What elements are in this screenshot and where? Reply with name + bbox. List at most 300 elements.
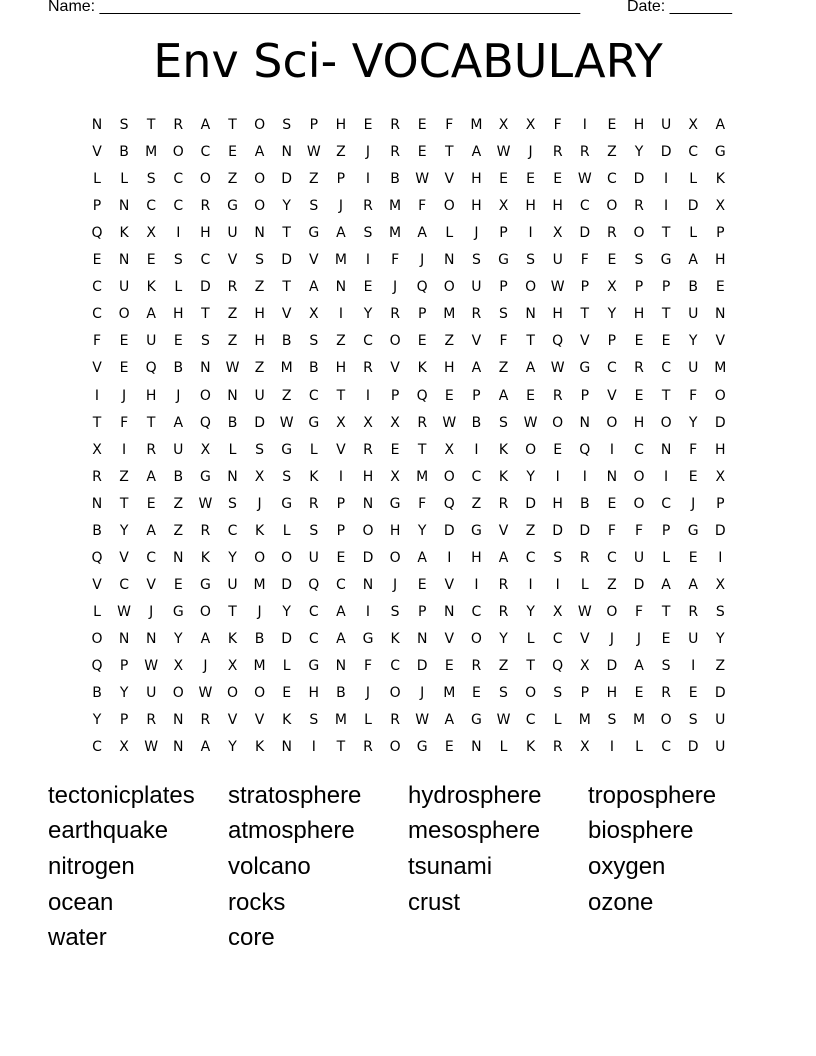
grid-letter: D (362, 549, 374, 566)
grid-letter: I (609, 441, 614, 458)
grid-letter: U (688, 360, 699, 377)
grid-letter: H (552, 306, 563, 323)
word-list-item: troposphere (588, 782, 717, 809)
grid-letter: L (445, 225, 454, 242)
grid-letter: D (281, 630, 293, 647)
grid-letter: Y (228, 549, 237, 566)
grid-letter: M (470, 117, 483, 133)
grid-letter: Y (119, 522, 129, 539)
grid-letter: J (528, 144, 533, 161)
grid-letter: E (688, 549, 698, 566)
grid-letter: E (661, 333, 671, 350)
grid-letter: M (578, 712, 591, 729)
grid-letter: D (714, 522, 726, 539)
grid-letter: V (498, 522, 509, 539)
grid-letter: Y (716, 630, 725, 647)
grid-letter: Z (471, 495, 482, 512)
grid-letter: L (662, 549, 670, 566)
grid-letter: N (173, 739, 184, 756)
grid-letter: K (255, 739, 265, 756)
grid-letter: R (579, 549, 590, 566)
grid-letter: V (715, 333, 726, 350)
grid-letter: M (334, 252, 347, 269)
grid-letter: P (634, 279, 644, 296)
grid-letter: E (119, 360, 129, 377)
grid-letter: A (254, 144, 265, 161)
grid-letter: B (471, 414, 482, 431)
grid-letter: T (146, 414, 156, 431)
grid-letter: H (633, 117, 645, 133)
grid-letter: E (471, 685, 481, 702)
grid-letter: I (582, 117, 587, 133)
grid-letter: R (417, 414, 428, 431)
grid-letter: P (580, 685, 590, 702)
grid-letter: V (92, 144, 102, 161)
grid-letter: C (146, 198, 157, 215)
grid-letter: M (443, 306, 456, 323)
grid-letter: V (92, 576, 102, 593)
grid-letter: S (499, 685, 508, 702)
grid-letter: K (146, 279, 156, 296)
grid-letter: R (146, 712, 157, 729)
grid-letter: L (689, 171, 698, 188)
word-list-item: hydrosphere (408, 782, 542, 809)
grid-letter: C (471, 468, 482, 485)
grid-letter: H (254, 306, 265, 323)
grid-letter: C (525, 712, 536, 729)
grid-letter: W (496, 144, 511, 161)
grid-letter: O (606, 198, 618, 215)
grid-letter: W (496, 712, 511, 729)
grid-letter: B (688, 279, 698, 296)
grid-letter: L (364, 712, 372, 729)
grid-letter: C (579, 198, 590, 215)
grid-letter: U (633, 549, 645, 566)
grid-letter: O (226, 685, 239, 702)
grid-letter: J (257, 603, 262, 620)
grid-letter: M (443, 685, 456, 702)
grid-letter: X (580, 739, 590, 756)
grid-letter: X (552, 603, 563, 620)
grid-letter: J (393, 576, 398, 593)
grid-letter: O (443, 468, 455, 485)
grid-letter: D (633, 576, 645, 593)
grid-letter: D (660, 144, 672, 161)
grid-letter: P (417, 306, 427, 323)
grid-letter: S (499, 306, 508, 323)
grid-letter: C (390, 658, 400, 674)
grid-letter: Z (607, 576, 617, 593)
grid-letter: O (281, 549, 293, 566)
grid-letter: X (173, 658, 184, 674)
grid-letter: V (580, 333, 590, 350)
word-list-item: water (48, 924, 107, 951)
grid-letter: Y (282, 603, 291, 620)
grid-letter: E (417, 144, 427, 161)
grid-letter: J (338, 198, 343, 215)
grid-letter: Q (91, 658, 103, 674)
grid-letter: D (281, 252, 293, 269)
grid-letter: C (119, 576, 129, 593)
grid-letter: A (417, 225, 427, 242)
grid-letter: G (416, 739, 428, 756)
grid-letter: H (715, 252, 726, 269)
grid-letter: A (498, 387, 509, 404)
grid-letter: O (525, 685, 537, 702)
grid-letter: E (119, 333, 129, 350)
grid-letter: G (660, 252, 672, 269)
grid-letter: L (228, 441, 237, 458)
grid-letter: A (146, 306, 156, 323)
grid-letter: X (715, 576, 726, 593)
grid-letter: K (200, 549, 210, 566)
word-list-item: nitrogen (48, 853, 135, 880)
grid-letter: L (499, 739, 508, 756)
grid-letter: T (661, 306, 671, 323)
grid-letter: E (688, 468, 698, 485)
grid-letter: S (119, 117, 129, 133)
grid-letter: R (498, 603, 509, 620)
grid-letter: F (689, 441, 698, 458)
grid-letter: K (119, 225, 129, 242)
grid-letter: Z (336, 333, 346, 350)
grid-letter: U (118, 279, 130, 296)
grid-letter: X (444, 441, 455, 458)
grid-letter: W (550, 360, 565, 377)
grid-letter: L (689, 225, 698, 242)
grid-letter: J (365, 144, 371, 161)
grid-letter: I (338, 306, 343, 323)
grid-letter: Y (526, 468, 535, 485)
grid-letter: C (308, 387, 319, 404)
grid-letter: D (579, 522, 591, 539)
grid-letter: V (227, 712, 238, 729)
grid-letter: T (119, 495, 129, 512)
grid-letter: I (94, 387, 100, 404)
grid-letter: S (499, 414, 508, 431)
grid-letter: G (227, 198, 238, 215)
grid-letter: I (365, 171, 371, 188)
grid-letter: Z (173, 495, 184, 512)
grid-letter: V (227, 252, 238, 269)
grid-letter: G (470, 712, 482, 729)
grid-letter: H (173, 306, 184, 323)
grid-letter: P (661, 522, 671, 539)
grid-letter: I (176, 225, 181, 242)
grid-letter: H (606, 685, 618, 702)
grid-letter: D (281, 576, 293, 593)
grid-letter: E (146, 495, 156, 512)
grid-letter: E (634, 387, 644, 404)
grid-letter: V (254, 712, 265, 729)
grid-letter: F (418, 495, 427, 512)
grid-letter: G (498, 252, 509, 269)
grid-letter: S (309, 522, 319, 539)
word-list-item: stratosphere (228, 782, 362, 809)
grid-letter: W (198, 685, 213, 702)
grid-letter: T (282, 279, 291, 296)
grid-letter: P (119, 658, 129, 674)
grid-letter: W (577, 171, 592, 188)
grid-letter: U (552, 252, 563, 269)
grid-letter: P (119, 712, 129, 729)
grid-letter: R (363, 360, 373, 377)
grid-letter: M (632, 712, 646, 729)
word-list-item: ocean (48, 889, 114, 916)
grid-letter: E (444, 658, 454, 674)
grid-letter: W (306, 144, 321, 161)
grid-letter: N (118, 198, 130, 215)
grid-letter: A (661, 576, 671, 593)
grid-letter: S (471, 252, 481, 269)
grid-letter: G (714, 144, 726, 161)
grid-letter: X (146, 225, 156, 242)
grid-letter: T (445, 144, 454, 161)
grid-letter: D (552, 522, 564, 539)
grid-letter: F (553, 117, 562, 133)
grid-letter: U (146, 333, 157, 350)
grid-letter: A (336, 630, 346, 647)
grid-letter: Z (281, 387, 292, 404)
grid-letter: P (472, 387, 481, 404)
date-field: Date: _______ (627, 0, 732, 15)
grid-letter: N (91, 495, 103, 512)
grid-letter: W (415, 171, 430, 188)
grid-letter: C (471, 603, 482, 620)
grid-letter: A (146, 468, 156, 485)
grid-letter: J (474, 225, 479, 242)
grid-letter: T (282, 225, 291, 242)
grid-letter: Q (308, 576, 320, 593)
grid-letter: R (173, 117, 184, 133)
grid-letter: Y (119, 685, 129, 702)
grid-letter: L (174, 279, 183, 296)
grid-letter: U (227, 225, 238, 242)
grid-letter: C (607, 171, 617, 188)
grid-letter: S (309, 198, 319, 215)
grid-letter: I (365, 252, 371, 269)
grid-letter: S (200, 333, 210, 350)
grid-letter: V (471, 333, 482, 350)
grid-letter: N (444, 603, 455, 620)
grid-letter: U (227, 576, 238, 593)
grid-letter: F (499, 333, 508, 350)
grid-letter: K (498, 441, 509, 458)
grid-letter: C (92, 739, 102, 756)
grid-letter: L (120, 171, 128, 188)
grid-letter: C (227, 522, 238, 539)
grid-letter: V (92, 360, 102, 377)
grid-letter: W (225, 360, 240, 377)
grid-letter: U (660, 117, 672, 133)
grid-letter: U (254, 387, 265, 404)
grid-letter: R (92, 468, 102, 485)
grid-letter: F (120, 414, 129, 431)
grid-letter: N (145, 630, 157, 647)
grid-letter: O (633, 495, 645, 512)
grid-letter: X (607, 279, 617, 296)
grid-letter: U (173, 441, 184, 458)
grid-letter: X (715, 468, 726, 485)
grid-letter: U (471, 279, 482, 296)
grid-letter: L (526, 630, 535, 647)
grid-letter: E (444, 387, 454, 404)
grid-letter: Z (525, 522, 536, 539)
grid-letter: W (415, 712, 430, 729)
grid-letter: Z (119, 468, 129, 485)
grid-letter: P (607, 333, 617, 350)
grid-letter: E (688, 685, 698, 702)
grid-letter: Q (579, 441, 591, 458)
grid-letter: C (661, 739, 671, 756)
grid-letter: G (199, 576, 211, 593)
grid-letter: Z (254, 360, 265, 377)
grid-letter: E (336, 549, 346, 566)
grid-letter: W (198, 495, 213, 512)
grid-letter: F (445, 117, 454, 133)
grid-letter: Z (715, 658, 726, 674)
grid-letter: K (309, 468, 319, 485)
grid-letter: X (688, 117, 698, 133)
grid-letter: V (607, 387, 617, 404)
grid-letter: V (580, 630, 590, 647)
grid-letter: C (336, 576, 346, 593)
grid-letter: C (552, 630, 563, 647)
word-list-item: earthquake (48, 817, 169, 844)
grid-letter: T (201, 306, 210, 323)
grid-letter: H (633, 306, 645, 323)
grid-letter: E (526, 171, 536, 188)
grid-letter: T (526, 658, 535, 674)
grid-letter: Q (416, 279, 428, 296)
grid-letter: S (634, 252, 644, 269)
grid-letter: N (173, 549, 184, 566)
grid-letter: E (417, 576, 427, 593)
grid-letter: H (471, 549, 482, 566)
grid-letter: D (606, 658, 618, 674)
grid-letter: O (443, 279, 455, 296)
word-list-item: atmosphere (228, 817, 355, 844)
grid-letter: R (634, 360, 644, 377)
grid-letter: Z (444, 333, 455, 350)
grid-letter: D (416, 658, 428, 674)
grid-letter: A (688, 576, 698, 593)
grid-letter: S (173, 252, 183, 269)
grid-letter: J (365, 685, 371, 702)
grid-letter: H (362, 468, 374, 485)
grid-letter: O (91, 630, 103, 647)
grid-letter: R (363, 739, 373, 756)
grid-letter: E (526, 387, 536, 404)
grid-letter: E (444, 739, 454, 756)
grid-letter: R (471, 306, 482, 323)
grid-letter: S (715, 603, 725, 620)
grid-letter: I (474, 441, 479, 458)
grid-letter: O (389, 333, 401, 350)
grid-letter: P (336, 522, 346, 539)
grid-letter: L (93, 603, 101, 620)
grid-letter: A (715, 117, 726, 133)
grid-letter: J (636, 630, 642, 647)
grid-letter: S (607, 712, 617, 729)
grid-letter: T (661, 387, 671, 404)
grid-letter: H (715, 441, 726, 458)
grid-letter: E (173, 576, 183, 593)
grid-letter: O (199, 387, 211, 404)
grid-letter: N (254, 225, 265, 242)
grid-letter: F (607, 522, 616, 539)
grid-letter: N (525, 306, 536, 323)
grid-letter: H (444, 360, 455, 377)
grid-letter: J (393, 279, 398, 296)
grid-letter: R (227, 279, 238, 296)
grid-letter: C (525, 549, 536, 566)
word-list-item: volcano (228, 853, 311, 880)
grid-letter: J (420, 685, 425, 702)
grid-letter: S (146, 171, 156, 188)
grid-letter: K (526, 739, 536, 756)
grid-letter: Z (336, 144, 346, 161)
grid-letter: R (200, 712, 211, 729)
grid-letter: M (714, 360, 727, 377)
grid-letter: E (715, 279, 725, 296)
grid-letter: W (144, 658, 159, 674)
grid-letter: X (715, 198, 726, 215)
grid-letter: D (714, 414, 726, 431)
grid-letter: O (633, 225, 645, 242)
grid-letter: C (634, 441, 644, 458)
grid-letter: X (363, 414, 373, 431)
grid-letter: V (390, 360, 400, 377)
grid-letter: G (389, 495, 401, 512)
grid-letter: R (498, 495, 509, 512)
grid-letter: C (200, 144, 211, 161)
grid-letter: N (200, 360, 211, 377)
grid-letter: V (309, 252, 319, 269)
grid-letter: D (633, 171, 645, 188)
grid-letter: I (338, 468, 343, 485)
grid-letter: O (714, 387, 726, 404)
grid-letter: O (552, 414, 564, 431)
grid-letter: B (281, 333, 292, 350)
grid-letter: O (389, 685, 401, 702)
grid-letter: O (633, 468, 645, 485)
grid-letter: N (579, 414, 591, 431)
grid-letter: A (417, 549, 427, 566)
grid-letter: Z (227, 333, 238, 350)
grid-letter: G (199, 468, 211, 485)
grid-letter: K (255, 522, 265, 539)
grid-letter: T (228, 603, 237, 620)
grid-letter: I (447, 549, 452, 566)
grid-letter: K (498, 468, 509, 485)
grid-letter: L (580, 576, 589, 593)
grid-letter: P (499, 225, 508, 242)
grid-letter: R (688, 603, 699, 620)
grid-letter: N (362, 495, 374, 512)
grid-letter: Z (227, 306, 238, 323)
grid-letter: H (552, 198, 563, 215)
grid-letter: T (146, 117, 156, 133)
grid-letter: P (716, 225, 725, 242)
grid-letter: X (390, 414, 400, 431)
grid-letter: S (553, 549, 563, 566)
grid-letter: B (336, 685, 346, 702)
grid-letter: Z (498, 360, 509, 377)
grid-letter: N (416, 630, 428, 647)
grid-letter: A (336, 603, 346, 620)
grid-letter: F (634, 603, 644, 620)
